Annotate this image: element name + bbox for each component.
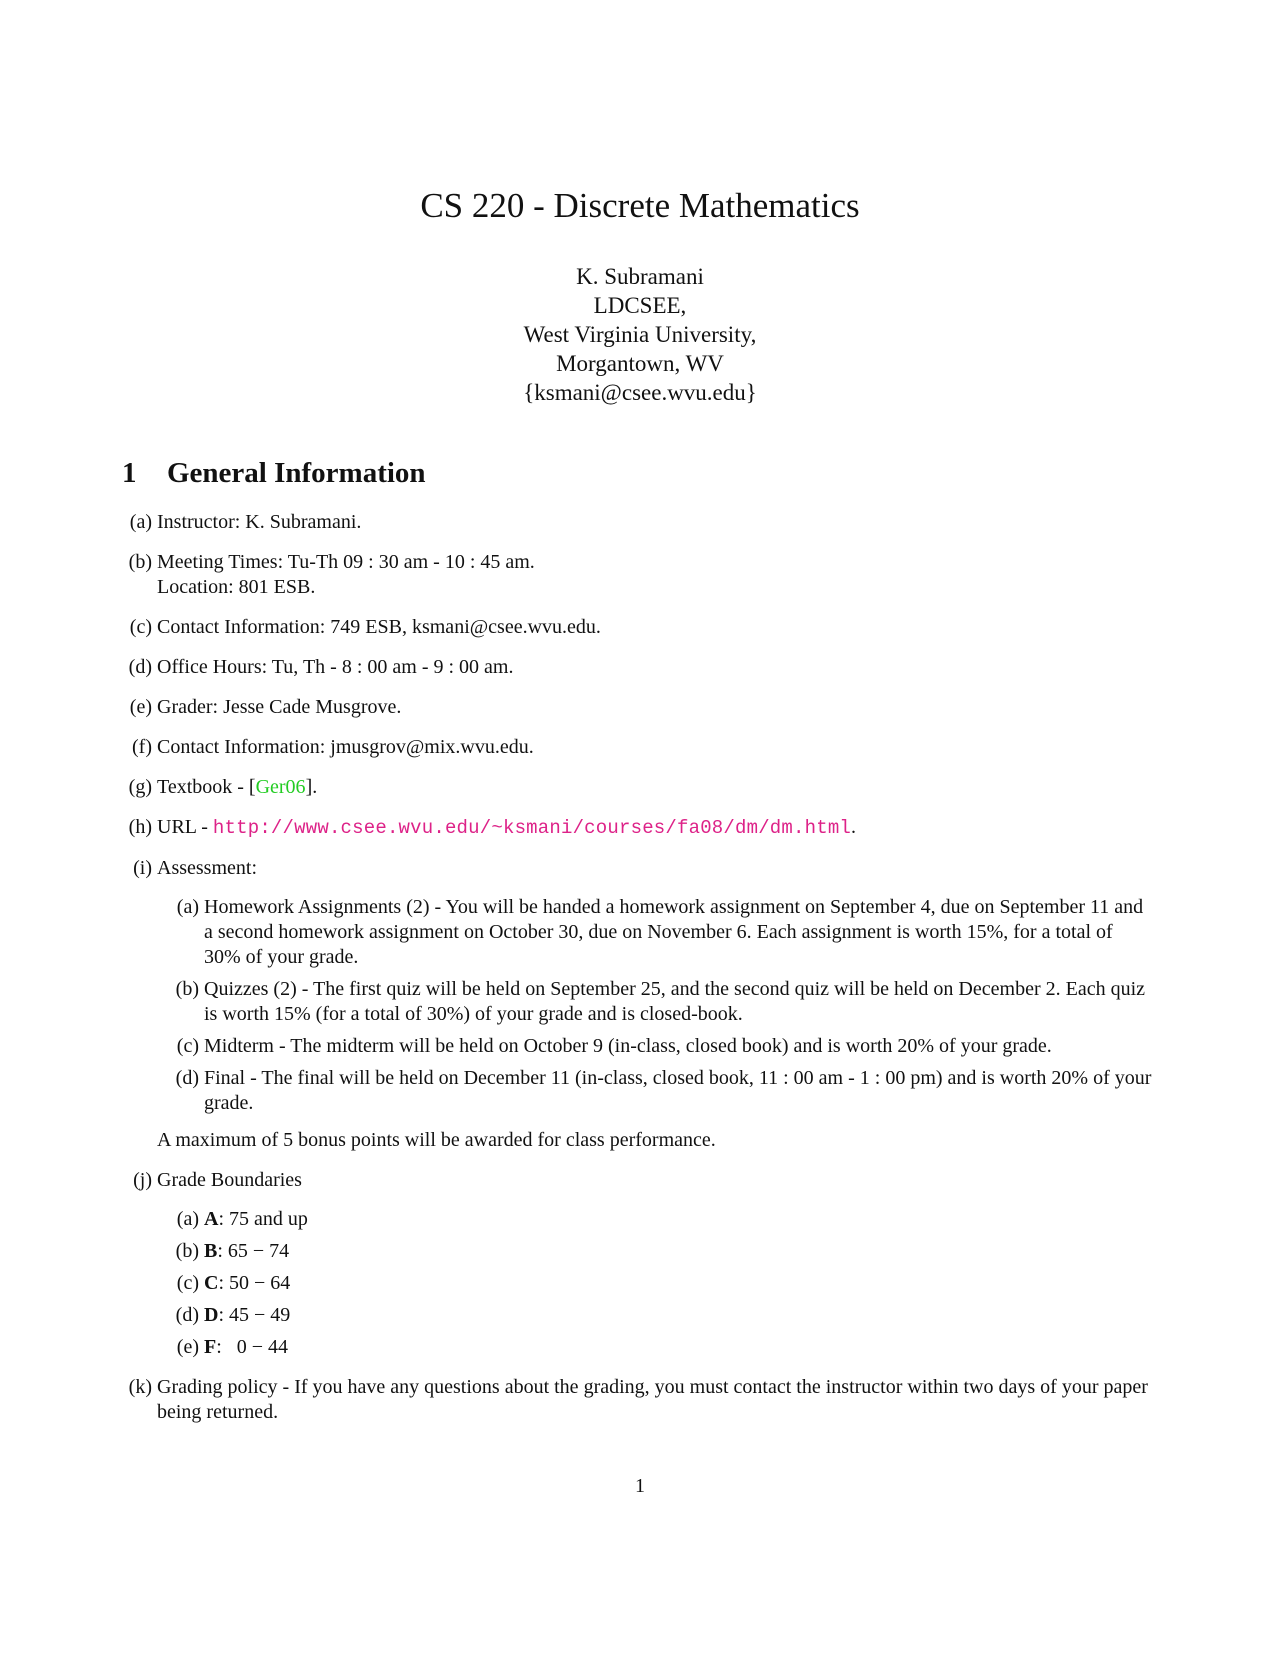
- info-list: [122, 510, 1152, 1440]
- bonus-note: A maximum of 5 bonus points will be awarded for class performance.: [157, 1129, 716, 1151]
- author-location: Morgantown, WV: [556, 351, 724, 376]
- list-item-office-hours: [122, 655, 1152, 680]
- citation-link[interactable]: Ger06: [255, 776, 306, 798]
- subitem-label: (b): [175, 1240, 199, 1262]
- subitem-label: (c): [176, 1272, 199, 1294]
- grade-letter: D: [204, 1304, 219, 1326]
- page-number: 1: [635, 1475, 645, 1497]
- url-suffix: .: [851, 816, 857, 838]
- item-text: Contact Information: jmusgrov@mix.wvu.edu.: [157, 736, 534, 758]
- grade-range: : 50 − 64: [218, 1272, 291, 1294]
- item-label: (f): [132, 736, 152, 758]
- item-label: (j): [133, 1169, 152, 1191]
- grade-letter: B: [204, 1240, 218, 1262]
- subitem-text: Homework Assignments (2) - You will be handed a homework assignment on September 4, due on September 11 and a second homework assignment on October 30, due on November 6. Each assignment is worth 15%, for a total of 30% of your grade.: [204, 896, 1144, 968]
- sublist-item-homework: [169, 895, 1152, 970]
- item-label: (c): [129, 616, 152, 638]
- sublist-item-midterm: [169, 1034, 1152, 1059]
- subitem-text: Quizzes (2) - The first quiz will be held on September 25, and the second quiz will be held on December 2. Each quiz is worth 15% (for a total of 30%) of your grade and is closed-book.: [204, 978, 1146, 1025]
- item-label: (a): [129, 511, 152, 533]
- grade-letter: F: [204, 1336, 217, 1358]
- item-text: Office Hours: Tu, Th - 8 : 00 am - 9 : 00 am.: [157, 656, 514, 678]
- item-text: Assessment:: [157, 857, 257, 879]
- subitem-text: Final - The final will be held on December 11 (in-class, closed book, 11 : 00 am - 1 : 00 pm) and is worth 20% of your grade.: [204, 1067, 1152, 1114]
- grade-sublist: [169, 1207, 1152, 1360]
- grade-letter: C: [204, 1272, 219, 1294]
- list-item-instructor: [122, 510, 1152, 535]
- grade-row-c: [169, 1271, 1152, 1296]
- subitem-label: (c): [176, 1035, 199, 1057]
- grade-range: : 45 − 49: [218, 1304, 291, 1326]
- sublist-item-final: [169, 1066, 1152, 1116]
- subitem-label: (e): [176, 1336, 199, 1358]
- grade-row-a: [169, 1207, 1152, 1232]
- item-text: Grading policy - If you have any questions about the grading, you must contact the instructor within two days of your paper being returned.: [157, 1376, 1148, 1423]
- item-label: (e): [129, 696, 152, 718]
- item-label: (i): [133, 857, 152, 879]
- assessment-sublist: [169, 895, 1152, 1116]
- list-item-grader-contact: [122, 735, 1152, 760]
- item-label: (b): [128, 551, 152, 573]
- subitem-label: (a): [176, 896, 199, 918]
- item-label: (d): [128, 656, 152, 678]
- grade-row-b: [169, 1239, 1152, 1264]
- list-item-grader: [122, 695, 1152, 720]
- item-text: Grade Boundaries: [157, 1169, 302, 1191]
- sublist-item-quizzes: [169, 977, 1152, 1027]
- item-label: (h): [128, 816, 152, 838]
- grade-row-f: [169, 1335, 1152, 1360]
- author-dept: LDCSEE,: [593, 293, 687, 318]
- author-email: {ksmani@csee.wvu.edu}: [523, 380, 757, 405]
- location-text: Location: 801 ESB.: [157, 576, 316, 598]
- subitem-text: Midterm - The midterm will be held on October 9 (in-class, closed book) and is worth 20% of your grade.: [204, 1035, 1052, 1057]
- list-item-grade-boundaries: [122, 1168, 1152, 1360]
- item-text: Instructor: K. Subramani.: [157, 511, 362, 533]
- subitem-label: (b): [175, 978, 199, 1000]
- author-block: [0, 262, 1280, 407]
- item-label: (g): [128, 776, 152, 798]
- textbook-prefix: Textbook - [: [157, 776, 256, 798]
- document-title: CS 220 - Discrete Mathematics: [420, 186, 860, 225]
- subitem-label: (d): [175, 1304, 199, 1326]
- list-item-url: [122, 815, 1152, 841]
- meeting-times-text: Meeting Times: Tu-Th 09 : 30 am - 10 : 45 am.: [157, 551, 535, 573]
- author-university: West Virginia University,: [523, 322, 757, 347]
- author-name: K. Subramani: [576, 264, 704, 289]
- course-url-link[interactable]: http://www.csee.wvu.edu/~ksmani/courses/fa08/dm/dm.html: [212, 817, 852, 839]
- grade-row-d: [169, 1303, 1152, 1328]
- list-item-assessment: [122, 856, 1152, 1153]
- grade-range: : 0 − 44: [216, 1336, 289, 1358]
- subitem-label: (d): [175, 1067, 199, 1089]
- grade-range: : 75 and up: [218, 1208, 308, 1230]
- textbook-suffix: ].: [305, 776, 318, 798]
- grade-range: : 65 − 74: [217, 1240, 290, 1262]
- item-text: Grader: Jesse Cade Musgrove.: [157, 696, 402, 718]
- section-heading: [122, 456, 426, 490]
- list-item-textbook: [122, 775, 1152, 800]
- list-item-contact: [122, 615, 1152, 640]
- item-text: Contact Information: 749 ESB, ksmani@csee.wvu.edu.: [157, 616, 601, 638]
- subitem-label: (a): [176, 1208, 199, 1230]
- section-number: 1: [122, 457, 137, 489]
- item-label: (k): [128, 1376, 152, 1398]
- list-item-meeting-times: [122, 550, 1152, 600]
- url-prefix: URL -: [157, 816, 213, 838]
- grade-letter: A: [204, 1208, 219, 1230]
- section-title: General Information: [167, 457, 426, 489]
- list-item-grading-policy: [122, 1375, 1152, 1425]
